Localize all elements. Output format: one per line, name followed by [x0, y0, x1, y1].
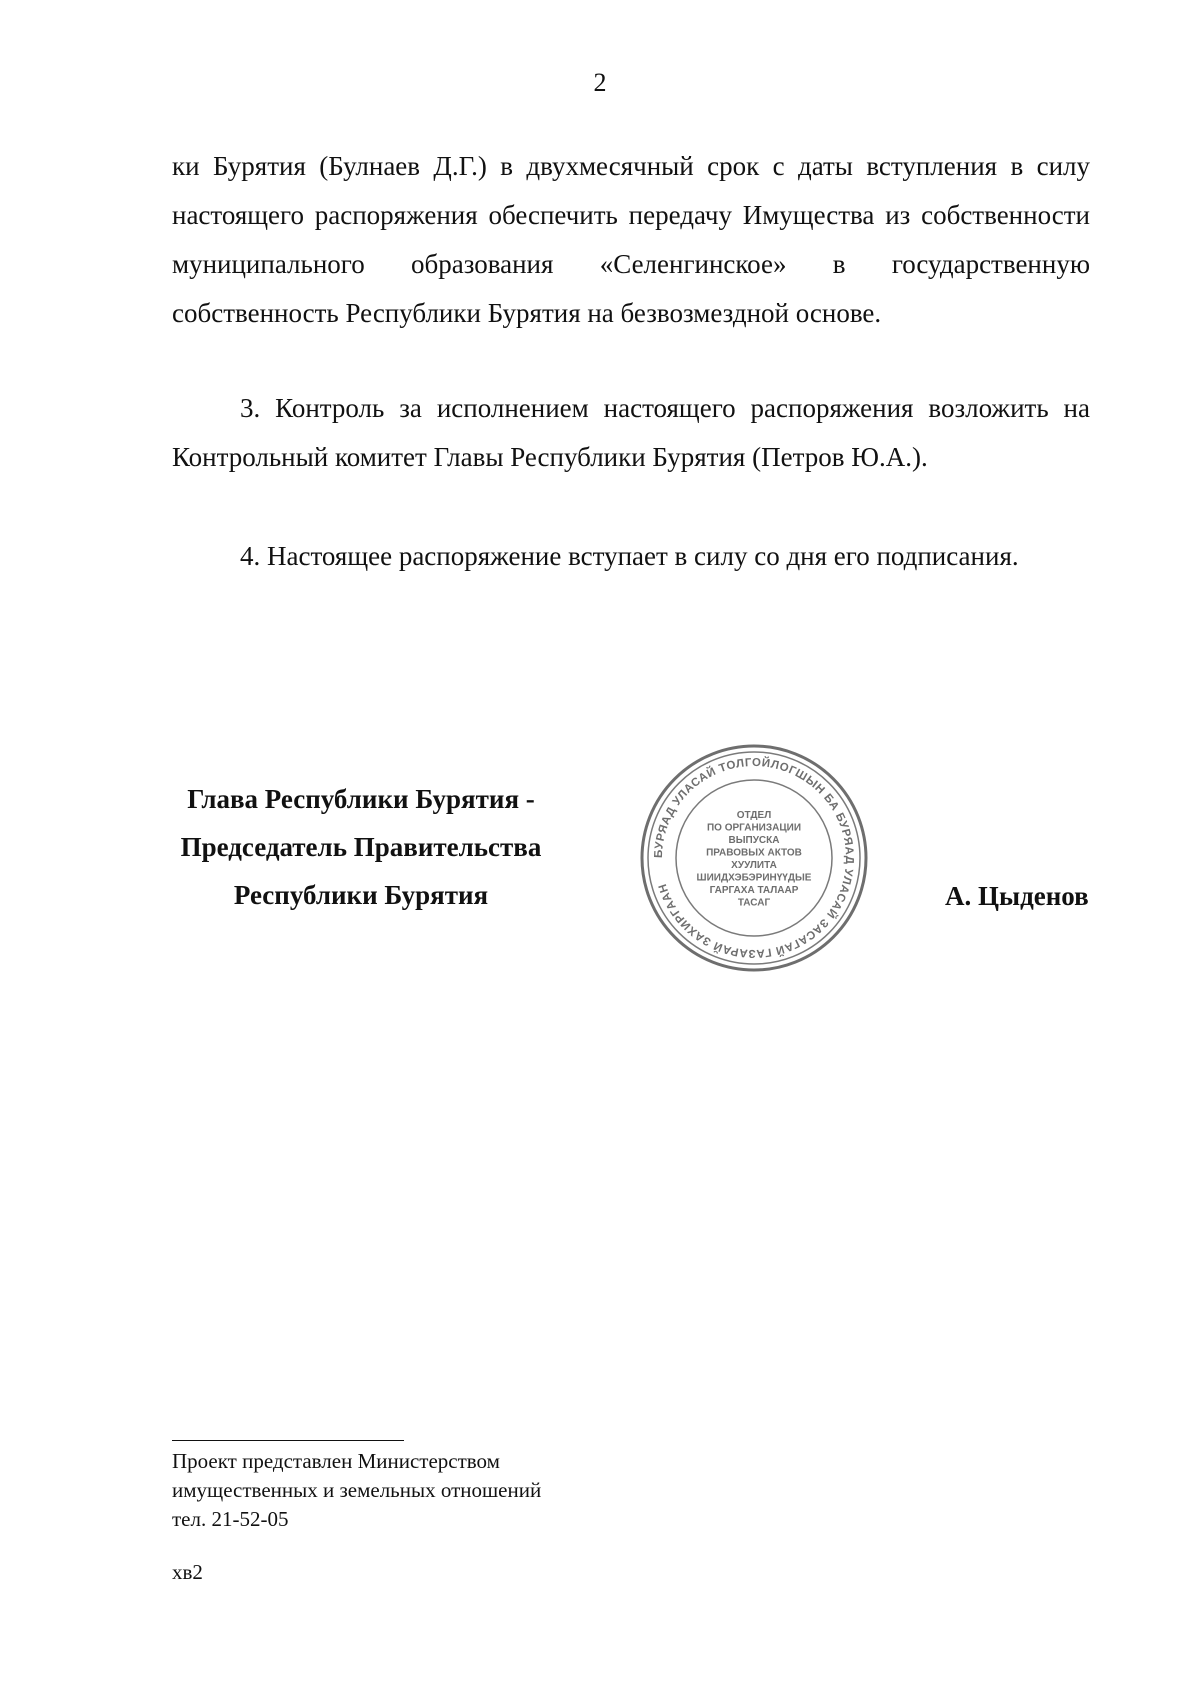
signatory-title-line-2: Председатель Правительства: [180, 832, 542, 862]
footnote-divider: [172, 1440, 404, 1441]
signatory-title-line-3: Республики Бурятия: [233, 880, 489, 910]
footnote: [172, 1447, 541, 1534]
seal-center-line: ОТДЕЛ: [736, 809, 772, 821]
signatory-title: [165, 775, 557, 919]
paragraph-continuation: ки Бурятия (Булнаев Д.Г.) в двухмесячный срок с даты вступления в силу настоящего распоряжения обеспечить передачу Имущества из собственности муниципального образования «Селенгинское» в государственную собственность Республики Бурятия на безвозмездной основе.: [172, 151, 1090, 328]
footnote-line-3: тел. 21-52-05: [172, 1507, 289, 1531]
document-code: хв2: [172, 1560, 203, 1584]
seal-center-text: [697, 810, 812, 909]
page-number: 2: [593, 68, 607, 97]
seal-outer-text: БУРЯАД УЛАСАЙ ТОЛГОЙЛОГШЫН БА БУРЯАД УЛАСАЙ ЗАСАГАЙ ГАЗАРАЙ ЗАХИРГААН: [652, 756, 856, 960]
paragraph-item-4: 4. Настоящее распоряжение вступает в силу со дня его подписания.: [240, 541, 1019, 571]
paragraph-item-3: 3. Контроль за исполнением настоящего распоряжения возложить на Контрольный комитет Главы Республики Бурятия (Петров Ю.А.).: [172, 393, 1090, 472]
seal-center-line: ШИИДХЭБЭРИНҮҮДЫЕ: [696, 872, 812, 884]
footnote-line-1: Проект представлен Министерством: [172, 1449, 500, 1473]
seal-center-line: ТАСАГ: [737, 897, 771, 909]
footnote-line-2: имущественных и земельных отношений: [172, 1478, 542, 1502]
seal-center-line: ПРАВОВЫХ АКТОВ: [706, 847, 802, 859]
signatory-name: А. Цыденов: [945, 881, 1089, 911]
seal-center-line: ВЫПУСКА: [728, 834, 780, 846]
official-seal-stamp: [636, 740, 872, 976]
seal-center-line: ГАРГАХА ТАЛААР: [709, 884, 799, 896]
signatory-title-line-1: Глава Республики Бурятия -: [187, 784, 535, 814]
seal-center-line: ПО ОРГАНИЗАЦИИ: [706, 822, 802, 834]
seal-center-line: ХУУЛИТА: [731, 859, 777, 871]
